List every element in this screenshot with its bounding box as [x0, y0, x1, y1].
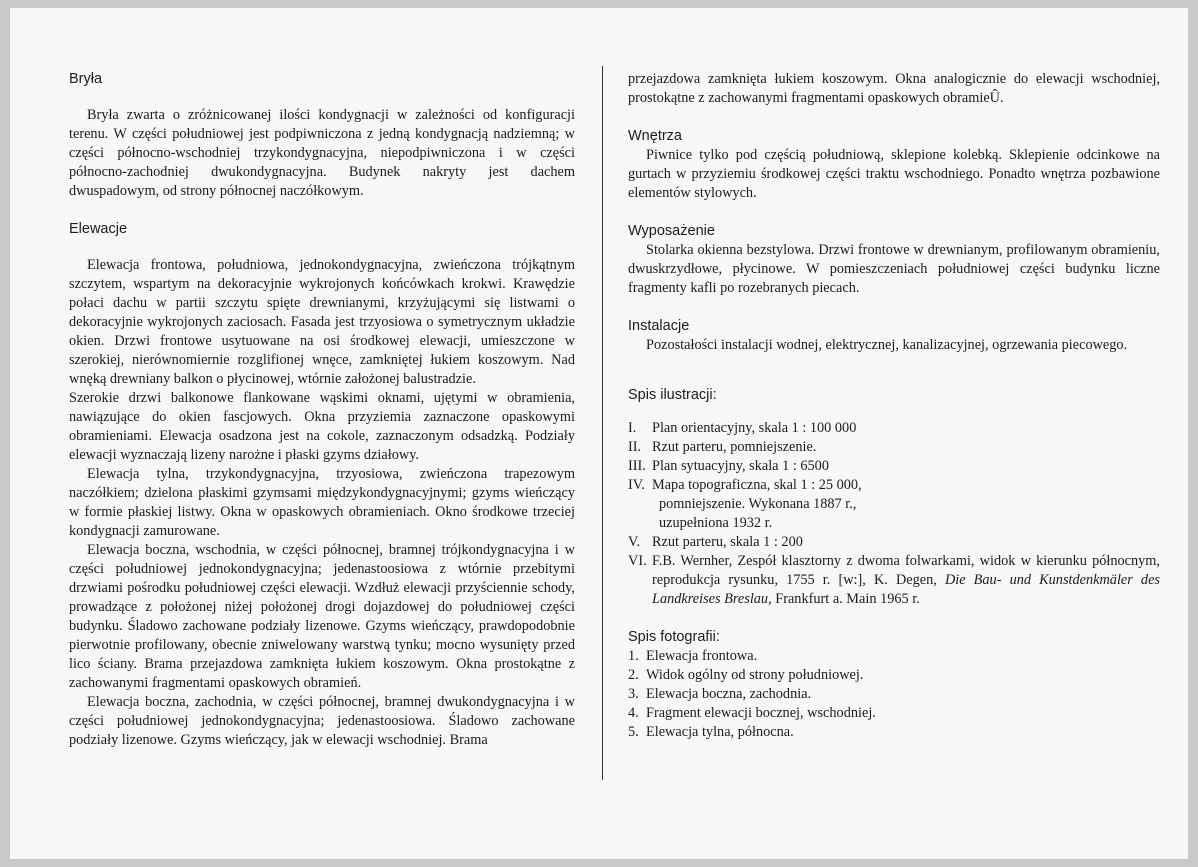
right-column	[628, 70, 1160, 742]
list-item: I. Plan orientacyjny, skala 1 : 100 000	[628, 420, 857, 436]
paragraph-wyposazenie: Stolarka okienna bezstylowa. Drzwi frontowe w drewnianym, profilowanym obramieniu, dwuskrzydłowe, płycinowe. W pomieszczeniach południowej części budynku liczne fragmenty kafli po rozebranych piecach.	[628, 242, 1160, 296]
document-page	[10, 8, 1188, 859]
paragraph-instalacje: Pozostałości instalacji wodnej, elektrycznej, kanalizacyjnej, ogrzewania piecowego.	[646, 337, 1128, 353]
list-item: V. Rzut parteru, skala 1 : 200	[628, 534, 803, 550]
paragraph-elewacja-zachodnia: Elewacja boczna, zachodnia, w części północnej, bramnej dwukondygnacyjna i w części południowej jednokondygnacyjna; jedenastoosiowa. Śladowo zachowane podziały lizenowe. Gzyms wieńczący, jak w elewacji wschodniej. Brama	[69, 694, 575, 748]
left-column	[69, 70, 575, 750]
illustration-list	[628, 419, 1160, 609]
paragraph-elewacja-frontowa: Elewacja frontowa, południowa, jednokondygnacyjna, zwieńczona trójkątnym szczytem, wspartym na dekoracyjnie wykrojonych końcówkach krokwi. Krawędzie połaci dachu w partii szczytu spięte drewnianymi, krzyżującymi się listwami o dekoracyjnie wykrojonych zaciosach. Fasada jest trzyosiowa o symetrycznym układzie okien. Drzwi frontowe usytuowane na osi środkowej elewacji, umieszczone w szerokiej, nierównomiernie rozglifionej wnęce, zamkniętej łukiem koszowym. Nad wnęką drewniany balkon o płycinowej, wtórnie założonej balustradzie.	[69, 257, 575, 387]
heading-wnetrza: Wnętrza	[628, 128, 682, 144]
list-item: 3. Elewacja boczna, zachodnia.	[628, 686, 812, 702]
column-divider	[602, 66, 603, 780]
list-item: IV. Mapa topograficzna, skal 1 : 25 000,	[628, 477, 862, 493]
publication-title: Die Bau- und Kunstdenkmäler des Landkreises Breslau,	[652, 572, 1160, 607]
list-item-continuation: pomniejszenie. Wykonana 1887 r.,	[659, 496, 857, 512]
list-item: II. Rzut parteru, pomniejszenie.	[628, 439, 817, 455]
heading-wyposazenie: Wyposażenie	[628, 223, 715, 239]
heading-bryla: Bryła	[69, 71, 103, 87]
list-item: III. Plan sytuacyjny, skala 1 : 6500	[628, 458, 829, 474]
list-item: 5. Elewacja tylna, północna.	[628, 724, 794, 740]
paragraph-wnetrza: Piwnice tylko pod częścią południową, sklepione kolebką. Sklepienie odcinkowe na gurtach w przyziemiu środkowej części traktu wschodniego. Ponadto wnętrza pozbawione elementów stylowych.	[628, 147, 1160, 201]
list-item: VI. F.B. Wernher, Zespół klasztorny z dwoma folwarkami, widok w kierunku północnym, reprodukcja rysunku, 1755 r. [w:], K. Degen, Die Bau- und Kunstdenkmäler des Landkreises Breslau, Frankfurt a. Main 1965 r.	[628, 553, 1160, 607]
photo-list	[628, 647, 1160, 742]
paragraph-bryla: Bryła zwarta o zróżnicowanej ilości kondygnacji w zależności od konfiguracji terenu. W części południowej jest podpiwniczona z jedną kondygnacją nadziemną; w części północno-wschodniej trzykondygnacyjna, niepodpiwniczona i w części północno-zachodniej dwukondygnacyjna. Budynek nakryty jest dachem dwuspadowym, od strony północnej naczółkowym.	[69, 107, 575, 199]
paragraph-elewacja-wschodnia: Elewacja boczna, wschodnia, w części północnej, bramnej trójkondygnacyjna i w części południowej jednokondygnacyjna; jedenastoosiowa z wtórnie przebitymi drzwiami pośrodku południowej części elewacji. Wzdłuż elewacji przyściennie schody, prowadzące z położonej niżej położonej drogi dojazdowej do południowej części budynku. Śladowo zachowane podziały lizenowe. Gzyms wieńczący, prawdopodobnie pierwotnie profilowany, obecnie zniwelowany warstwą tynku; mocno wysunięty przed lico ściany. Brama przejazdowa zamknięta łukiem koszowym. Okna prostokątne z zachowanymi fragmentami opaskowych obramień.	[69, 542, 575, 691]
heading-spis-fotografii: Spis fotografii:	[628, 629, 720, 645]
paragraph-continuation: przejazdowa zamknięta łukiem koszowym. Okna analogicznie do elewacji wschodniej, prostokątne z zachowanymi fragmentami opaskowych obramieÛ.	[628, 71, 1160, 106]
heading-instalacje: Instalacje	[628, 318, 690, 334]
heading-spis-ilustracji: Spis ilustracji:	[628, 387, 717, 403]
list-item: 1. Elewacja frontowa.	[628, 648, 758, 664]
heading-elewacje: Elewacje	[69, 221, 128, 237]
list-item: 4. Fragment elewacji bocznej, wschodniej.	[628, 705, 876, 721]
list-item-continuation: uzupełniona 1932 r.	[659, 515, 773, 531]
list-item: 2. Widok ogólny od strony południowej.	[628, 667, 864, 683]
paragraph-elewacja-tylna: Elewacja tylna, trzykondygnacyjna, trzyosiowa, zwieńczona trapezowym naczółkiem; dzielona płaskimi gzymsami międzykondygnacyjnymi; gzyms wieńczący w formie płaskiej listwy. Okna w opaskowych obramieniach. Okno środkowe trzeciej kondygnacji zamurowane.	[69, 466, 575, 539]
paragraph-drzwi-balkonowe: Szerokie drzwi balkonowe flankowane wąskimi oknami, ujętymi w obramienia, nawiązujące do okien fascjowych. Okna przyziemia zaznaczone opaskowymi obramieniami. Elewacja osadzona jest na cokole, zaznaczonym odsadzką. Podziały elewacji wyznaczają lizeny narożne i płaski gzyms działowy.	[69, 390, 575, 463]
